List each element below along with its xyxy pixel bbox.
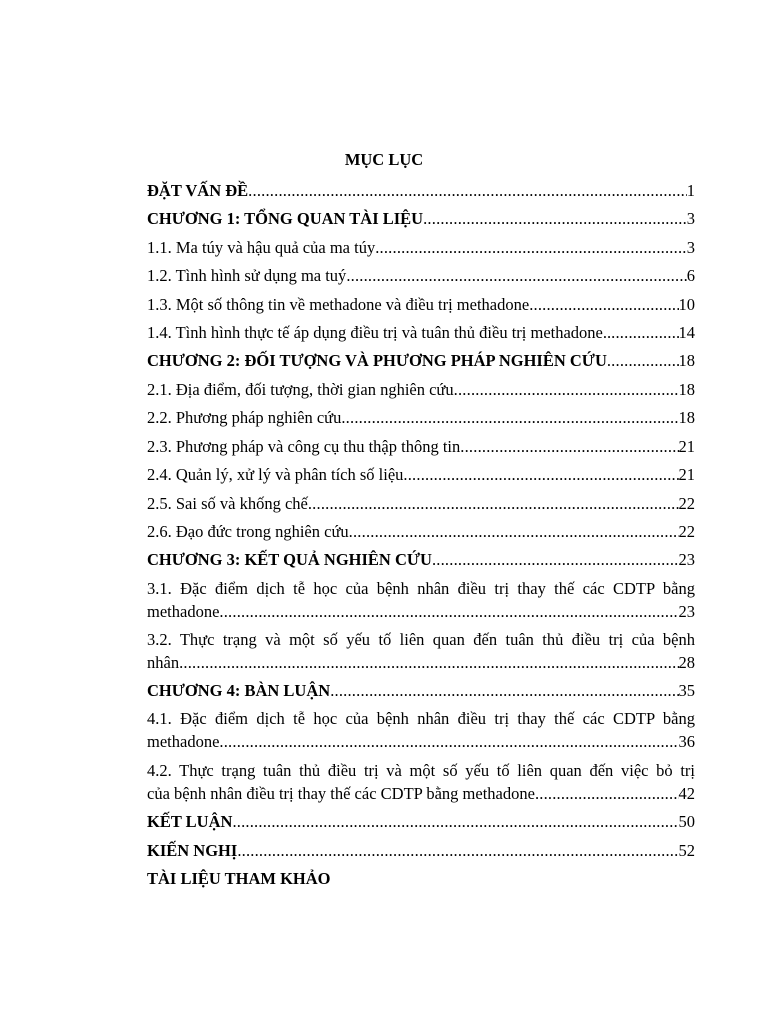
toc-page-number: 14: [678, 323, 695, 342]
toc-entry-text: CHƯƠNG 3: KẾT QUẢ NGHIÊN CỨU: [147, 550, 432, 569]
leader-dots: [179, 652, 678, 675]
toc-entry-text: 1.4. Tình hình thực tế áp dụng điều trị và tuân thủ điều trị methadone..: [147, 323, 612, 342]
toc-entry-continuation: của bệnh nhân điều trị thay thế các CDTP bằng methadone: [147, 783, 535, 803]
leader-dots: [611, 322, 678, 345]
toc-page-number: 3: [686, 238, 695, 257]
toc-entry[interactable]: [147, 868, 695, 891]
toc-entry-text: 3.2. Thực trạng và một số yếu tố liên quan đến tuân thủ điều trị của bệnh: [147, 630, 695, 649]
toc-entry[interactable]: [147, 549, 695, 572]
toc-entry-text: KIẾN NGHỊ: [147, 841, 238, 860]
toc-entry-text: 2.2. Phương pháp nghiên cứu: [147, 408, 342, 427]
toc-entry[interactable]: [147, 493, 695, 516]
toc-entry-text: 2.5. Sai số và khống chế: [147, 494, 308, 513]
leader-dots: [237, 840, 678, 863]
toc-entry-text: 3.1. Đặc điểm dịch tễ học của bệnh nhân điều trị thay thế các CDTP bằng: [147, 579, 695, 598]
toc-page-number: 23: [678, 550, 695, 569]
toc-page-number: 18: [678, 380, 695, 399]
toc-entry[interactable]: [147, 464, 695, 487]
leader-dots: [432, 549, 679, 572]
toc-entry-text: 2.1. Địa điểm, đối tượng, thời gian nghiên cứu: [147, 380, 454, 399]
toc-entry[interactable]: [147, 521, 695, 544]
toc-entry[interactable]: [147, 379, 695, 402]
toc-page-number: 36: [678, 731, 695, 751]
toc-entry-text: 1.1. Ma túy và hậu quả của ma túy: [147, 238, 376, 257]
toc-entry[interactable]: [147, 265, 695, 288]
toc-entry-text: 1.2. Tình hình sử dụng ma tuý: [147, 266, 347, 285]
toc-entry-text: 2.3. Phương pháp và công cụ thu thập thông tin: [147, 437, 461, 456]
toc-entry-text: CHƯƠNG 2: ĐỐI TƯỢNG VÀ PHƯƠNG PHÁP NGHIÊN CỨU: [147, 351, 607, 370]
toc-entry[interactable]: [147, 208, 695, 231]
leader-dots: [219, 731, 678, 754]
leader-dots: [341, 407, 678, 430]
toc-page-number: 42: [678, 783, 695, 803]
toc-page-number: 6: [686, 266, 695, 285]
toc-entry[interactable]: [147, 407, 695, 430]
toc-entry[interactable]: [147, 436, 695, 459]
toc-title: MỤC LỤC: [344, 150, 424, 169]
leader-dots: [403, 464, 678, 487]
toc-entry[interactable]: [147, 680, 695, 703]
toc-entry[interactable]: [147, 760, 695, 805]
toc-page-number: 1: [686, 181, 695, 200]
leader-dots: [454, 379, 679, 402]
toc-entry-text: 4.1. Đặc điểm dịch tễ học của bệnh nhân điều trị thay thế các CDTP bằng: [147, 709, 695, 728]
toc-entry-text: ĐẶT VẤN ĐỀ: [147, 181, 249, 200]
toc-entry[interactable]: [147, 708, 695, 753]
toc-page-number: 50: [678, 812, 695, 831]
toc-page-number: 18: [678, 408, 695, 427]
toc-entry[interactable]: [147, 629, 695, 674]
toc-page-number: 10: [678, 295, 695, 314]
toc-page-number: 23: [678, 601, 695, 621]
toc-entry[interactable]: [147, 350, 695, 373]
toc-entry[interactable]: [147, 840, 695, 863]
toc-page-number: 22: [678, 522, 695, 541]
toc-page-number: 35: [678, 681, 695, 700]
toc-entry-text: TÀI LIỆU THAM KHẢO: [147, 869, 331, 888]
leader-dots: [308, 493, 679, 516]
leader-dots: [529, 294, 678, 317]
leader-dots: [423, 208, 687, 231]
toc-entry-text: 2.6. Đạo đức trong nghiên cứu: [147, 522, 349, 541]
toc-entry[interactable]: [147, 578, 695, 623]
toc-entry[interactable]: [147, 180, 695, 203]
toc-entry-continuation: methadone: [147, 601, 220, 621]
toc-page-number: 28: [678, 652, 695, 672]
toc-page-number: 22: [678, 494, 695, 513]
toc-page-number: 52: [678, 841, 695, 860]
leader-dots: [535, 783, 679, 806]
toc-entry-text: 1.3. Một số thông tin về methadone và điều trị methadone: [147, 295, 530, 314]
toc-entry-text: CHƯƠNG 1: TỔNG QUAN TÀI LIỆU: [147, 209, 424, 228]
leader-dots: [375, 237, 687, 260]
toc-page-number: 21: [678, 465, 695, 484]
leader-dots: [607, 350, 679, 373]
leader-dots: [346, 265, 686, 288]
toc-entry-continuation: methadone: [147, 731, 220, 751]
toc-entry[interactable]: [147, 811, 695, 834]
toc-entry[interactable]: [147, 294, 695, 317]
toc-entry-text: 2.4. Quản lý, xử lý và phân tích số liệu: [147, 465, 404, 484]
leader-dots: [349, 521, 679, 544]
toc-entry[interactable]: [147, 322, 695, 345]
toc-entry[interactable]: [147, 237, 695, 260]
leader-dots: [219, 601, 678, 624]
toc-entry-text: KẾT LUẬN: [147, 812, 233, 831]
toc-entry-text: 4.2. Thực trạng tuân thủ điều trị và một số yếu tố liên quan đến việc bỏ trị: [147, 761, 695, 780]
toc-entry-continuation: nhân: [147, 652, 180, 672]
leader-dots: [460, 436, 678, 459]
leader-dots: [248, 180, 687, 203]
toc-entry-text: CHƯƠNG 4: BÀN LUẬN: [147, 681, 331, 700]
leader-dots: [330, 680, 678, 703]
toc-page-number: 3: [686, 209, 695, 228]
leader-dots: [232, 811, 678, 834]
toc-page-number: 21: [678, 437, 695, 456]
toc-page-number: 18: [678, 351, 695, 370]
